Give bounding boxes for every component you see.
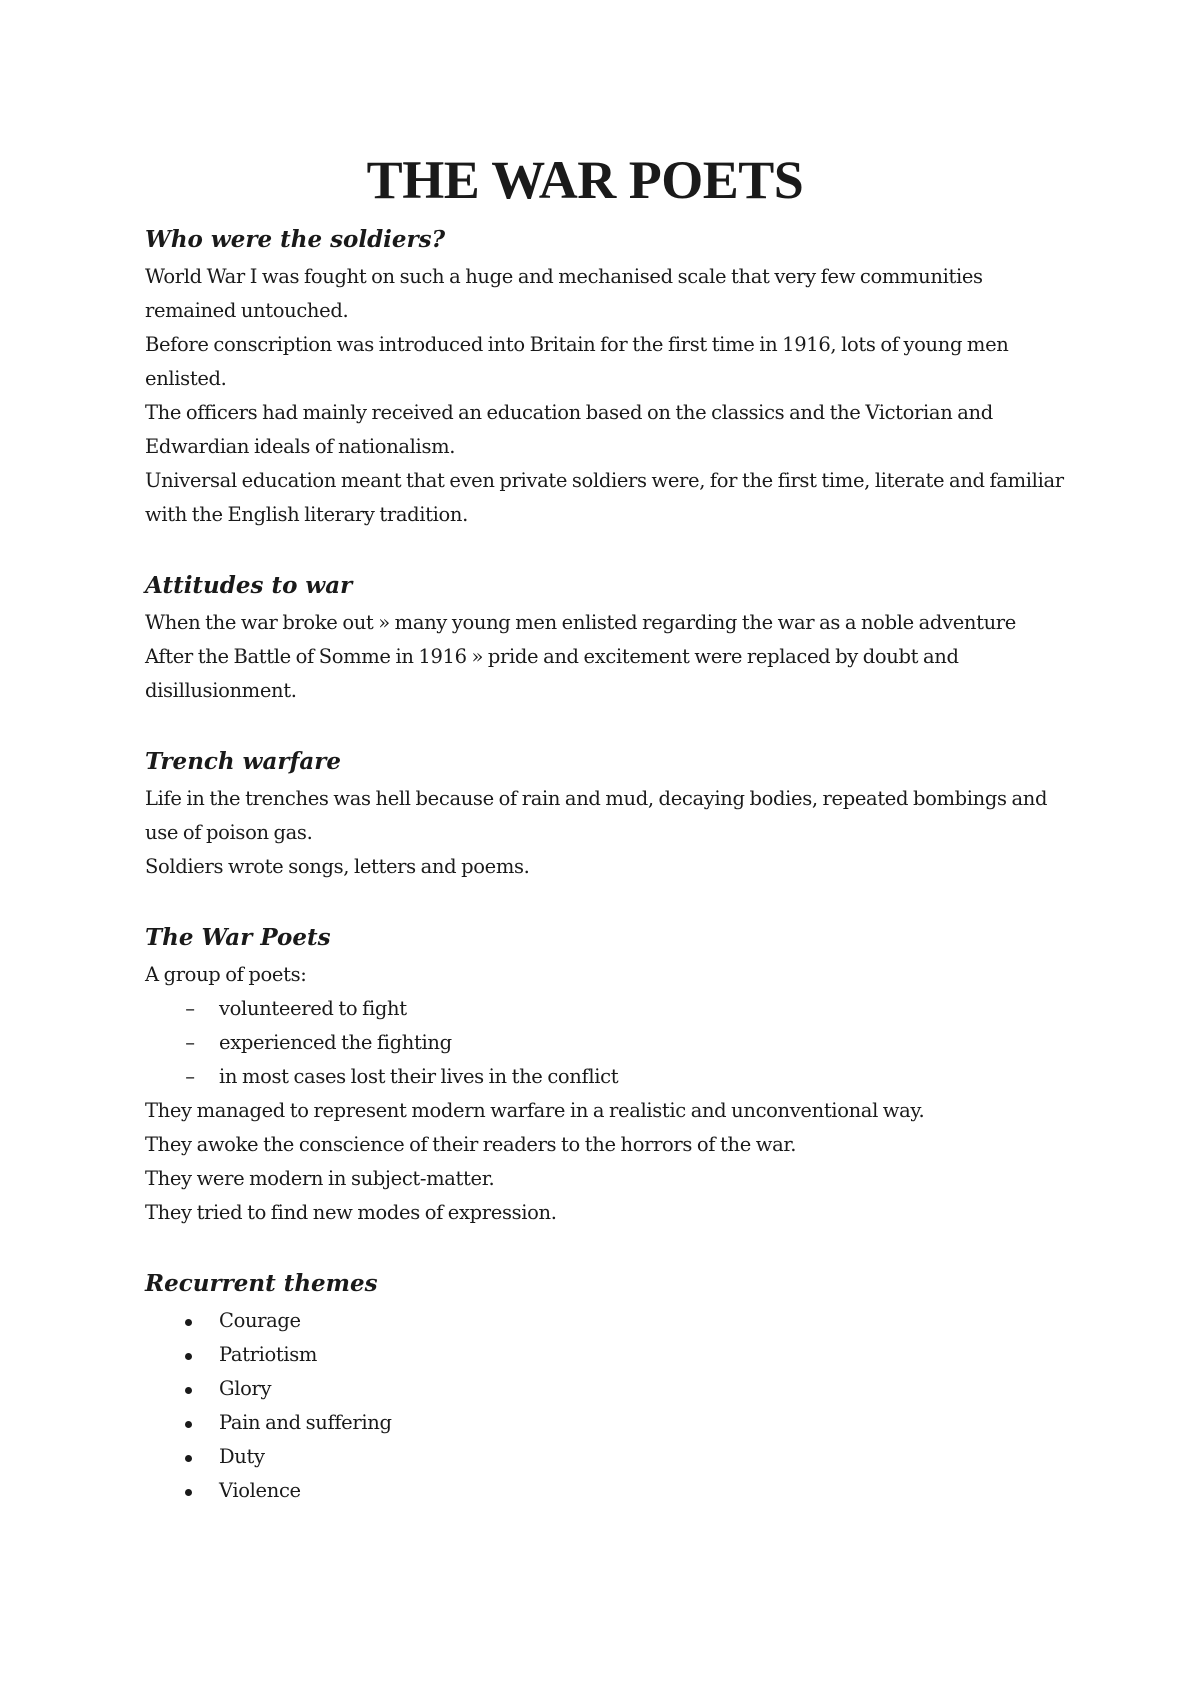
bullet-icon xyxy=(185,1387,192,1394)
list-item-text: Duty xyxy=(219,1445,265,1468)
section-attitudes xyxy=(145,566,1065,708)
dash-marker: – xyxy=(185,997,195,1020)
paragraph: Soldiers wrote songs, letters and poems. xyxy=(145,855,530,878)
list-item-text: Violence xyxy=(219,1479,301,1502)
list-item xyxy=(145,1440,1065,1474)
section-heading: Attitudes to war xyxy=(145,572,353,599)
list-item xyxy=(145,1304,1065,1338)
paragraph: They awoke the conscience of their readers to the horrors of the war. xyxy=(145,1133,797,1156)
list-item-text: Pain and suffering xyxy=(219,1411,392,1434)
dash-list xyxy=(145,992,1065,1094)
document-page xyxy=(145,0,1065,1508)
dash-marker: – xyxy=(185,1065,195,1088)
section-heading: The War Poets xyxy=(145,924,331,951)
bullet-icon xyxy=(185,1455,192,1462)
bullet-icon xyxy=(185,1353,192,1360)
list-item xyxy=(145,1060,1065,1094)
paragraph: They managed to represent modern warfare in a realistic and unconventional way. xyxy=(145,1099,925,1122)
list-item-text: experienced the fighting xyxy=(219,1031,452,1054)
list-item xyxy=(145,1372,1065,1406)
paragraph: World War I was fought on such a huge and mechanised scale that very few communities remained untouched. xyxy=(145,265,983,322)
section-heading: Recurrent themes xyxy=(145,1270,378,1297)
list-item-text: Courage xyxy=(219,1309,301,1332)
list-item-text: Patriotism xyxy=(219,1343,318,1366)
section-gap xyxy=(145,1230,1065,1264)
paragraph: They tried to find new modes of expression. xyxy=(145,1201,557,1224)
list-item xyxy=(145,1406,1065,1440)
paragraph: Universal education meant that even private soldiers were, for the first time, literate and familiar with the English literary tradition. xyxy=(145,469,1064,526)
list-item-text: volunteered to fight xyxy=(219,997,407,1020)
section-trench-warfare xyxy=(145,742,1065,884)
section-gap xyxy=(145,884,1065,918)
list-item xyxy=(145,1474,1065,1508)
document-title: THE WAR POETS xyxy=(366,150,804,210)
list-item-text: in most cases lost their lives in the conflict xyxy=(219,1065,619,1088)
bullet-list xyxy=(145,1304,1065,1508)
section-soldiers xyxy=(145,220,1065,532)
paragraph: After the Battle of Somme in 1916 » pride and excitement were replaced by doubt and disillusionment. xyxy=(145,645,959,702)
section-heading: Who were the soldiers? xyxy=(145,226,446,253)
section-recurrent-themes xyxy=(145,1264,1065,1508)
list-item xyxy=(145,992,1065,1026)
list-item-text: Glory xyxy=(219,1377,272,1400)
paragraph: The officers had mainly received an education based on the classics and the Victorian and Edwardian ideals of nationalism. xyxy=(145,401,993,458)
paragraph: Before conscription was introduced into Britain for the first time in 1916, lots of young men enlisted. xyxy=(145,333,1009,390)
dash-marker: – xyxy=(185,1031,195,1054)
section-war-poets xyxy=(145,918,1065,1230)
bullet-icon xyxy=(185,1421,192,1428)
bullet-icon xyxy=(185,1319,192,1326)
paragraph: They were modern in subject-matter. xyxy=(145,1167,495,1190)
paragraph: When the war broke out » many young men enlisted regarding the war as a noble adventure xyxy=(145,611,1016,634)
section-heading: Trench warfare xyxy=(145,748,342,775)
list-item xyxy=(145,1338,1065,1372)
list-item xyxy=(145,1026,1065,1060)
section-gap xyxy=(145,532,1065,566)
paragraph: A group of poets: xyxy=(145,963,307,986)
paragraph: Life in the trenches was hell because of rain and mud, decaying bodies, repeated bombings and use of poison gas. xyxy=(145,787,1048,844)
bullet-icon xyxy=(185,1489,192,1496)
section-gap xyxy=(145,708,1065,742)
